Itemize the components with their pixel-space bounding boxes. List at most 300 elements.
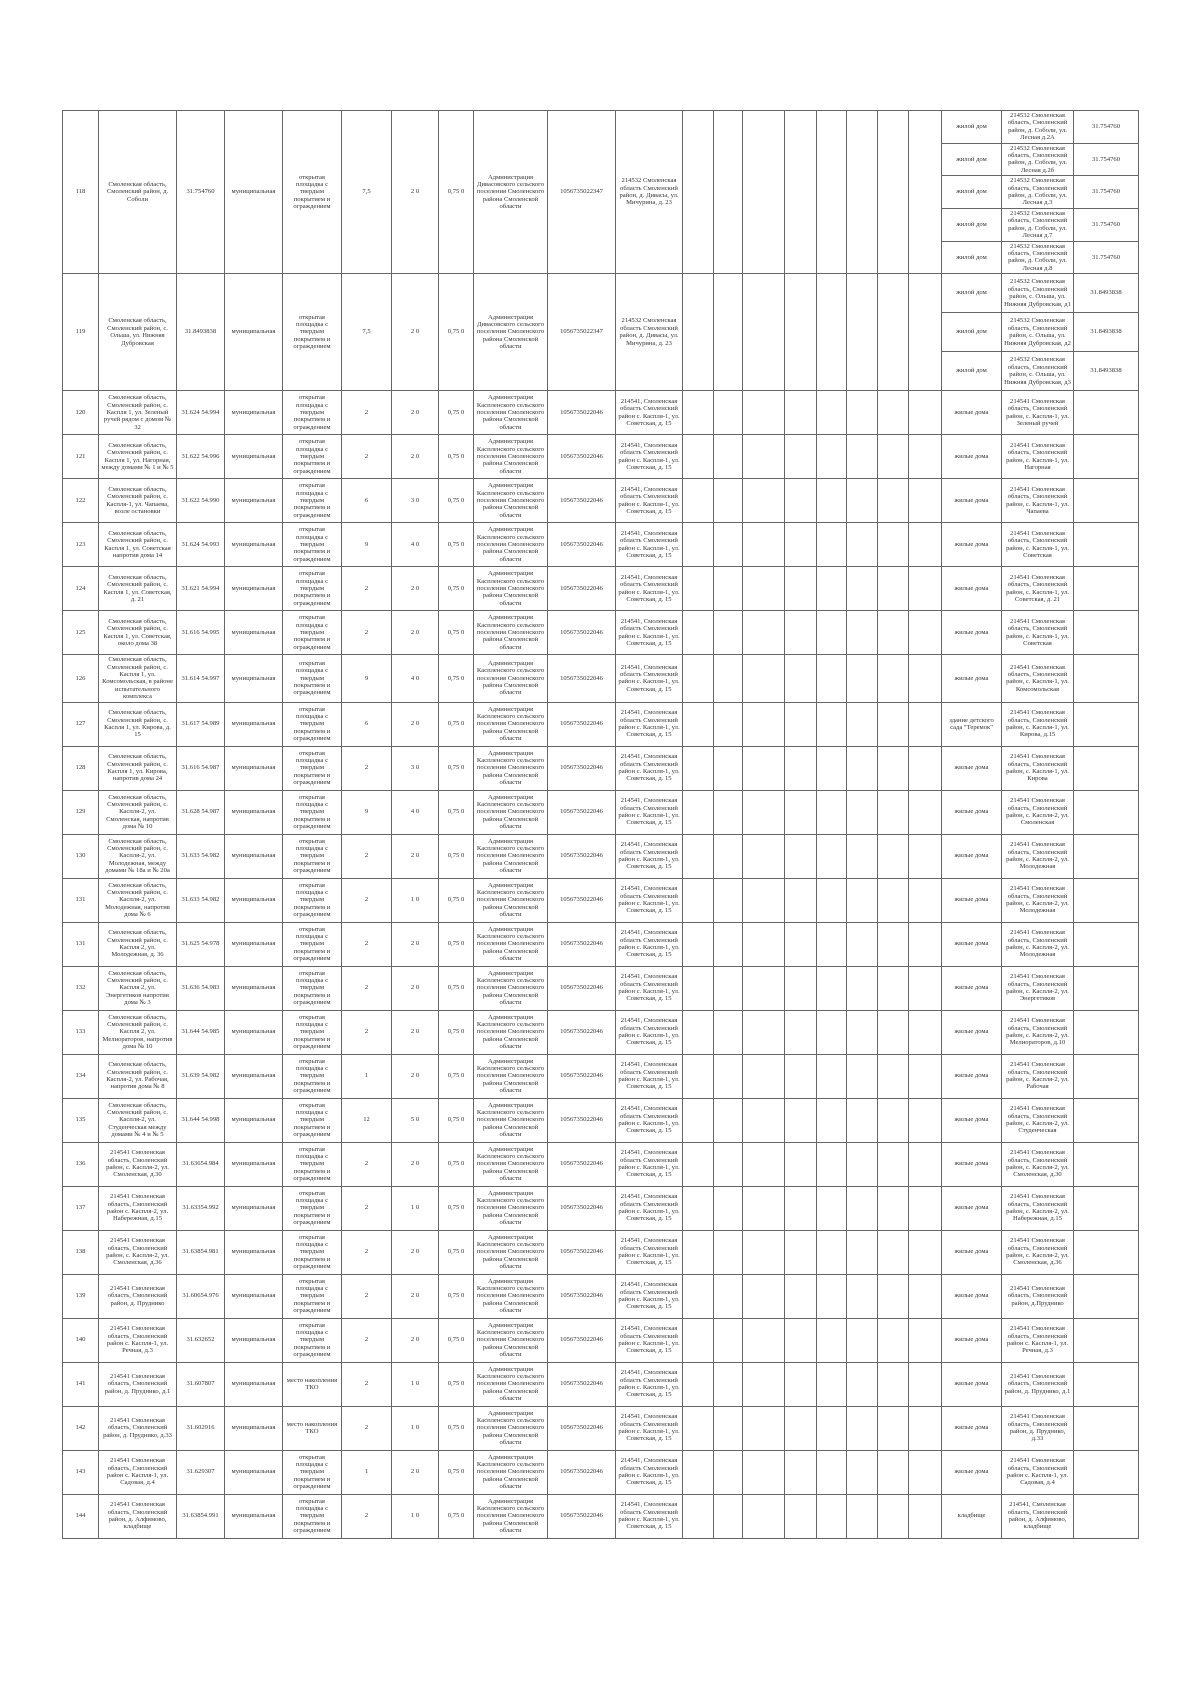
owner-ogrn: 1056735022046 <box>548 1098 616 1142</box>
ownership-type: муниципальная <box>225 611 283 655</box>
source-address: 214532 Смоленская область, Смоленский район, д. Соболи, ул. Лесная д.8 <box>1002 241 1074 274</box>
source-address: 214541 Смоленская область, Смоленский район, с. Каспля-2, ул. Молодежная <box>1002 834 1074 878</box>
site-coordinates: 31.628 54.987 <box>177 790 225 834</box>
table-row <box>63 1274 1139 1318</box>
ownership-type: муниципальная <box>225 567 283 611</box>
source-coordinate <box>1074 1274 1139 1318</box>
source-address: 214532 Смоленская область, Смоленский район, д. Соболи, ул. Лесная д.7 <box>1002 208 1074 241</box>
source-coordinate <box>1074 966 1139 1010</box>
ownership-type: муниципальная <box>225 1494 283 1538</box>
empty-cell <box>714 1362 743 1406</box>
empty-cell <box>817 611 847 655</box>
owner-name: Администрация Каспленского сельского поселения Смоленского района Смоленской области <box>474 1010 548 1054</box>
empty-cell <box>817 1450 847 1494</box>
source-type: жилые дома <box>942 790 1002 834</box>
owner-ogrn: 1056735022046 <box>548 1318 616 1362</box>
source-type: жилой дом <box>942 352 1002 391</box>
empty-cell <box>785 391 817 435</box>
source-type: жилой дом <box>942 241 1002 274</box>
empty-cell <box>743 1450 785 1494</box>
source-coordinate: 31.754760 <box>1074 143 1139 176</box>
site-area: 2 <box>342 922 392 966</box>
empty-cell <box>714 1494 743 1538</box>
site-type: открытая площадка с твердым покрытием и ограждением <box>283 1318 342 1362</box>
container-count: 3 0 <box>392 746 439 790</box>
site-type: открытая площадка с твердым покрытием и ограждением <box>283 966 342 1010</box>
site-address: Смоленская область, Смоленский район, с. Ольша, ул. Нижняя Дубровская <box>99 274 177 391</box>
source-coordinate <box>1074 746 1139 790</box>
empty-cell <box>817 655 847 702</box>
source-type: жилые дома <box>942 611 1002 655</box>
container-count: 4 0 <box>392 790 439 834</box>
empty-cell <box>683 702 714 746</box>
owner-name: Администрация Каспленского сельского поселения Смоленского района Смоленской области <box>474 655 548 702</box>
empty-cell <box>847 1098 878 1142</box>
table-row <box>63 1098 1139 1142</box>
ownership-type: муниципальная <box>225 1010 283 1054</box>
empty-cell <box>683 567 714 611</box>
container-count: 2 0 <box>392 274 439 391</box>
source-address: 214541 Смоленская область, Смоленский район, с. Каспля-2, ул. Энергетиков <box>1002 966 1074 1010</box>
source-type: жилые дома <box>942 1362 1002 1406</box>
owner-address: 214541, Смоленская область Смоленский район с. Каспля-1, ул. Советская, д. 15 <box>616 1494 683 1538</box>
empty-cell <box>743 611 785 655</box>
empty-cell <box>817 479 847 523</box>
site-type: открытая площадка с твердым покрытием и ограждением <box>283 523 342 567</box>
empty-cell <box>847 1494 878 1538</box>
source-coordinate <box>1074 567 1139 611</box>
empty-cell <box>878 523 909 567</box>
container-count: 2 0 <box>392 1318 439 1362</box>
site-address: Смоленская область, Смоленский район, д. Соболи <box>99 111 177 274</box>
container-count: 2 0 <box>392 1450 439 1494</box>
source-type: жилой дом <box>942 208 1002 241</box>
row-number: 118 <box>63 111 99 274</box>
empty-cell <box>785 922 817 966</box>
empty-cell <box>714 702 743 746</box>
owner-address: 214541, Смоленская область Смоленский район с. Каспля-1, ул. Советская, д. 15 <box>616 966 683 1010</box>
source-address: 214541, Смоленская область, Смоленский район, д. Алфимово, кладбище <box>1002 1494 1074 1538</box>
empty-cell <box>785 655 817 702</box>
site-area: 2 <box>342 1362 392 1406</box>
container-volume: 0,75 0 <box>439 1230 474 1274</box>
owner-address: 214541, Смоленская область Смоленский район с. Каспля-1, ул. Советская, д. 15 <box>616 655 683 702</box>
empty-cell <box>817 1230 847 1274</box>
owner-name: Администрация Каспленского сельского поселения Смоленского района Смоленской области <box>474 702 548 746</box>
container-count: 5 0 <box>392 1098 439 1142</box>
owner-address: 214541, Смоленская область Смоленский район с. Каспля-1, ул. Советская, д. 15 <box>616 479 683 523</box>
site-type: открытая площадка с твердым покрытием и ограждением <box>283 790 342 834</box>
empty-cell <box>847 1362 878 1406</box>
empty-cell <box>683 1406 714 1450</box>
ownership-type: муниципальная <box>225 1362 283 1406</box>
empty-cell <box>714 111 743 274</box>
site-address: Смоленская область, Смоленский район, с. Каспля-2, ул. Смоленская, напротив дома № 10 <box>99 790 177 834</box>
container-volume: 0,75 0 <box>439 1142 474 1186</box>
owner-ogrn: 1056735022046 <box>548 1230 616 1274</box>
empty-cell <box>847 1054 878 1098</box>
table-row <box>63 611 1139 655</box>
ownership-type: муниципальная <box>225 435 283 479</box>
source-coordinate <box>1074 834 1139 878</box>
site-type: открытая площадка с твердым покрытием и ограждением <box>283 1230 342 1274</box>
empty-cell <box>683 1362 714 1406</box>
container-count: 2 0 <box>392 435 439 479</box>
site-address: Смоленская область, Смоленский район, с. Каспля 2, ул. Мелиораторов, напротив дома № 10 <box>99 1010 177 1054</box>
empty-cell <box>714 790 743 834</box>
site-coordinates: 31.622 54.990 <box>177 479 225 523</box>
empty-cell <box>714 1274 743 1318</box>
empty-cell <box>878 1142 909 1186</box>
empty-cell <box>785 702 817 746</box>
source-type: жилой дом <box>942 111 1002 144</box>
site-coordinates: 31.754760 <box>177 111 225 274</box>
empty-cell <box>909 655 942 702</box>
site-address: Смоленская область, Смоленский район, с. Каспля 1, ул. Комсомольская, в районе испытательного комплекса <box>99 655 177 702</box>
empty-cell <box>878 1406 909 1450</box>
row-number: 139 <box>63 1274 99 1318</box>
site-address: Смоленская область, Смоленский район, с. Каспля 1, ул. Зеленый ручей рядом с домом № 32 <box>99 391 177 435</box>
owner-ogrn: 1056735022046 <box>548 746 616 790</box>
empty-cell <box>714 435 743 479</box>
container-volume: 0,75 0 <box>439 611 474 655</box>
owner-name: Администрация Каспленского сельского поселения Смоленского района Смоленской области <box>474 746 548 790</box>
site-address: Смоленская область, Смоленский район, с. Каспля-2, ул. Студенческая между домами № 4 и № 5 <box>99 1098 177 1142</box>
empty-cell <box>785 479 817 523</box>
empty-cell <box>785 1054 817 1098</box>
site-type: открытая площадка с твердым покрытием и ограждением <box>283 878 342 922</box>
table-row <box>63 1318 1139 1362</box>
empty-cell <box>847 1010 878 1054</box>
table-row <box>63 111 1139 144</box>
site-coordinates: 31.644 54.998 <box>177 1098 225 1142</box>
site-coordinates: 31.629307 <box>177 1450 225 1494</box>
empty-cell <box>847 111 878 274</box>
empty-cell <box>909 746 942 790</box>
source-address: 214541 Смоленская область, Смоленский район, с. Каспля-1, ул. Советская <box>1002 523 1074 567</box>
empty-cell <box>878 655 909 702</box>
source-coordinate <box>1074 1186 1139 1230</box>
site-coordinates: 31.636 54.983 <box>177 966 225 1010</box>
owner-ogrn: 1056735022046 <box>548 567 616 611</box>
empty-cell <box>878 1230 909 1274</box>
owner-address: 214532 Смоленская область Смоленский район, д. Дивасы, ул. Мичурина, д. 23 <box>616 274 683 391</box>
owner-name: Администрация Каспленского сельского поселения Смоленского района Смоленской области <box>474 1142 548 1186</box>
ownership-type: муниципальная <box>225 655 283 702</box>
container-count: 2 0 <box>392 1010 439 1054</box>
source-address: 214541 Смоленская область, Смоленский район, с. Каспля-2, ул. Набережная, д.15 <box>1002 1186 1074 1230</box>
empty-cell <box>785 1494 817 1538</box>
empty-cell <box>743 922 785 966</box>
owner-ogrn: 1056735022046 <box>548 611 616 655</box>
source-type: кладбище <box>942 1494 1002 1538</box>
row-number: 126 <box>63 655 99 702</box>
source-address: 214541 Смоленская область, Смоленский район, с. Каспля-1, ул. Нагорная <box>1002 435 1074 479</box>
container-count: 2 0 <box>392 1274 439 1318</box>
container-volume: 0,75 0 <box>439 1186 474 1230</box>
empty-cell <box>878 834 909 878</box>
owner-ogrn: 1056735022046 <box>548 834 616 878</box>
empty-cell <box>878 479 909 523</box>
container-volume: 0,75 0 <box>439 834 474 878</box>
empty-cell <box>817 523 847 567</box>
empty-cell <box>909 966 942 1010</box>
owner-address: 214532 Смоленская область Смоленский район, д. Дивасы, ул. Мичурина, д. 23 <box>616 111 683 274</box>
empty-cell <box>817 1142 847 1186</box>
owner-address: 214541, Смоленская область Смоленский район с. Каспля-1, ул. Советская, д. 15 <box>616 1142 683 1186</box>
empty-cell <box>847 435 878 479</box>
source-type: жилые дома <box>942 1406 1002 1450</box>
source-type: жилые дома <box>942 1010 1002 1054</box>
empty-cell <box>909 111 942 274</box>
owner-ogrn: 1056735022046 <box>548 1450 616 1494</box>
site-area: 12 <box>342 1098 392 1142</box>
row-number: 131 <box>63 922 99 966</box>
ownership-type: муниципальная <box>225 1142 283 1186</box>
empty-cell <box>785 1186 817 1230</box>
empty-cell <box>847 878 878 922</box>
empty-cell <box>878 1494 909 1538</box>
source-coordinate: 31.754760 <box>1074 208 1139 241</box>
site-type: открытая площадка с твердым покрытием и ограждением <box>283 435 342 479</box>
source-address: 214532 Смоленская область, Смоленский район, д. Соболи, ул. Лесная д.3 <box>1002 176 1074 209</box>
empty-cell <box>817 1406 847 1450</box>
container-volume: 0,75 0 <box>439 1274 474 1318</box>
source-type: жилые дома <box>942 655 1002 702</box>
empty-cell <box>878 702 909 746</box>
empty-cell <box>714 1230 743 1274</box>
site-address: 214541 Смоленская область, Смоленский район с. Каспля-1, ул. Садовая, д.4 <box>99 1450 177 1494</box>
row-number: 122 <box>63 479 99 523</box>
source-type: жилой дом <box>942 176 1002 209</box>
empty-cell <box>817 391 847 435</box>
source-coordinate <box>1074 1098 1139 1142</box>
empty-cell <box>847 567 878 611</box>
site-coordinates: 31.63854.991 <box>177 1494 225 1538</box>
source-type: жилые дома <box>942 1230 1002 1274</box>
owner-ogrn: 1056735022046 <box>548 1362 616 1406</box>
container-volume: 0,75 0 <box>439 111 474 274</box>
source-coordinate <box>1074 1362 1139 1406</box>
empty-cell <box>817 567 847 611</box>
site-address: Смоленская область, Смоленский район, с. Каспля 1, ул. Советская, около дома 38 <box>99 611 177 655</box>
row-number: 128 <box>63 746 99 790</box>
source-address: 214532 Смоленская область, Смоленский район, д. Соболи, ул. Лесная д.2б <box>1002 143 1074 176</box>
empty-cell <box>909 1142 942 1186</box>
site-type: открытая площадка с твердым покрытием и ограждением <box>283 1274 342 1318</box>
site-address: 214541 Смоленская область, Смоленский район, с. Каспля-2, ул. Смоленская, д.30 <box>99 1142 177 1186</box>
container-count: 2 0 <box>392 1230 439 1274</box>
empty-cell <box>683 1318 714 1362</box>
owner-name: Администрация Каспленского сельского поселения Смоленского района Смоленской области <box>474 1362 548 1406</box>
site-coordinates: 31.63854.981 <box>177 1230 225 1274</box>
ownership-type: муниципальная <box>225 878 283 922</box>
row-number: 130 <box>63 834 99 878</box>
site-address: Смоленская область, Смоленский район, с. Каспля 2, ул. Энергетиков напротив дома № 3 <box>99 966 177 1010</box>
owner-address: 214541, Смоленская область Смоленский район с. Каспля-1, ул. Советская, д. 15 <box>616 1098 683 1142</box>
ownership-type: муниципальная <box>225 922 283 966</box>
site-coordinates: 31.616 54.995 <box>177 611 225 655</box>
site-coordinates: 31.639 54.982 <box>177 1054 225 1098</box>
site-type: открытая площадка с твердым покрытием и ограждением <box>283 922 342 966</box>
site-area: 2 <box>342 1274 392 1318</box>
site-type: открытая площадка с твердым покрытием и ограждением <box>283 1098 342 1142</box>
source-type: жилые дома <box>942 1318 1002 1362</box>
site-address: 214541 Смоленская область, Смоленский район с. Каспля-1, ул. Речная, д.3 <box>99 1318 177 1362</box>
empty-cell <box>817 1494 847 1538</box>
table-row <box>63 1362 1139 1406</box>
source-coordinate <box>1074 1406 1139 1450</box>
empty-cell <box>683 1142 714 1186</box>
source-address: 214541 Смоленская область, Смоленский район, с. Каспля-1, ул. Кирова, д.15 <box>1002 702 1074 746</box>
empty-cell <box>909 1010 942 1054</box>
source-address: 214541 Смоленская область, Смоленский район, с. Каспля-2, ул. Мелиораторов, д.10 <box>1002 1010 1074 1054</box>
owner-ogrn: 1056735022046 <box>548 1186 616 1230</box>
table-row <box>63 1186 1139 1230</box>
table-row <box>63 523 1139 567</box>
empty-cell <box>909 435 942 479</box>
empty-cell <box>714 1010 743 1054</box>
empty-cell <box>714 834 743 878</box>
empty-cell <box>683 1098 714 1142</box>
owner-ogrn: 1056735022046 <box>548 1406 616 1450</box>
container-volume: 0,75 0 <box>439 523 474 567</box>
empty-cell <box>847 746 878 790</box>
empty-cell <box>714 966 743 1010</box>
source-type: жилой дом <box>942 274 1002 313</box>
site-coordinates: 31.8493838 <box>177 274 225 391</box>
ownership-type: муниципальная <box>225 1230 283 1274</box>
owner-ogrn: 1056735022046 <box>548 702 616 746</box>
table-row <box>63 1450 1139 1494</box>
empty-cell <box>847 391 878 435</box>
row-number: 131 <box>63 878 99 922</box>
ownership-type: муниципальная <box>225 746 283 790</box>
empty-cell <box>785 878 817 922</box>
row-number: 120 <box>63 391 99 435</box>
empty-cell <box>683 878 714 922</box>
source-type: жилые дома <box>942 834 1002 878</box>
empty-cell <box>714 878 743 922</box>
empty-cell <box>743 1230 785 1274</box>
owner-address: 214541, Смоленская область Смоленский район с. Каспля-1, ул. Советская, д. 15 <box>616 702 683 746</box>
source-coordinate <box>1074 1450 1139 1494</box>
empty-cell <box>847 1142 878 1186</box>
empty-cell <box>878 922 909 966</box>
container-volume: 0,75 0 <box>439 1054 474 1098</box>
empty-cell <box>785 1098 817 1142</box>
owner-name: Администрация Дивасовского сельского поселения Смоленского района Смоленской области <box>474 111 548 274</box>
empty-cell <box>847 966 878 1010</box>
source-address: 214541 Смоленская область, Смоленский район, с. Каспля-2, ул. Рабочая <box>1002 1054 1074 1098</box>
empty-cell <box>683 435 714 479</box>
source-type: жилые дома <box>942 567 1002 611</box>
empty-cell <box>683 1450 714 1494</box>
site-address: 214541 Смоленская область, Смоленский район, д. Пруднико <box>99 1274 177 1318</box>
owner-name: Администрация Каспленского сельского поселения Смоленского района Смоленской области <box>474 1186 548 1230</box>
empty-cell <box>878 1318 909 1362</box>
empty-cell <box>683 1494 714 1538</box>
container-volume: 0,75 0 <box>439 435 474 479</box>
row-number: 121 <box>63 435 99 479</box>
ownership-type: муниципальная <box>225 1274 283 1318</box>
empty-cell <box>714 655 743 702</box>
empty-cell <box>878 1186 909 1230</box>
empty-cell <box>743 1142 785 1186</box>
owner-address: 214541, Смоленская область Смоленский район с. Каспля-1, ул. Советская, д. 15 <box>616 391 683 435</box>
owner-address: 214541, Смоленская область Смоленский район с. Каспля-1, ул. Советская, д. 15 <box>616 790 683 834</box>
empty-cell <box>683 111 714 274</box>
site-address: 214541 Смоленская область, Смоленский район, д. Пруднико, д.1 <box>99 1362 177 1406</box>
source-address: 214541 Смоленская область, Смоленский район, с. Каспля-1, ул. Комсомольская <box>1002 655 1074 702</box>
source-address: 214541 Смоленская область, Смоленский район, с. Каспля-2, ул. Смоленская <box>1002 790 1074 834</box>
source-coordinate <box>1074 790 1139 834</box>
owner-address: 214541, Смоленская область Смоленский район с. Каспля-1, ул. Советская, д. 15 <box>616 746 683 790</box>
owner-address: 214541, Смоленская область Смоленский район с. Каспля-1, ул. Советская, д. 15 <box>616 1274 683 1318</box>
site-area: 2 <box>342 1318 392 1362</box>
source-type: жилые дома <box>942 1142 1002 1186</box>
row-number: 132 <box>63 966 99 1010</box>
container-volume: 0,75 0 <box>439 790 474 834</box>
site-area: 7,5 <box>342 111 392 274</box>
site-area: 6 <box>342 479 392 523</box>
empty-cell <box>817 1318 847 1362</box>
empty-cell <box>714 1186 743 1230</box>
owner-address: 214541, Смоленская область Смоленский район с. Каспля-1, ул. Советская, д. 15 <box>616 1186 683 1230</box>
table-row <box>63 655 1139 702</box>
source-coordinate <box>1074 1010 1139 1054</box>
empty-cell <box>878 966 909 1010</box>
empty-cell <box>785 274 817 391</box>
site-coordinates: 31.614 54.997 <box>177 655 225 702</box>
site-area: 2 <box>342 1186 392 1230</box>
container-count: 1 0 <box>392 1494 439 1538</box>
site-area: 1 <box>342 1450 392 1494</box>
source-type: жилые дома <box>942 1450 1002 1494</box>
site-coordinates: 31.617 54.989 <box>177 702 225 746</box>
site-area: 2 <box>342 834 392 878</box>
empty-cell <box>743 435 785 479</box>
empty-cell <box>683 746 714 790</box>
site-type: открытая площадка с твердым покрытием и ограждением <box>283 1450 342 1494</box>
table-row <box>63 746 1139 790</box>
empty-cell <box>909 274 942 391</box>
table-row <box>63 922 1139 966</box>
source-coordinate: 31.8493838 <box>1074 352 1139 391</box>
row-number: 124 <box>63 567 99 611</box>
row-number: 119 <box>63 274 99 391</box>
source-address: 214541 Смоленская область, Смоленский район, с. Каспля-2, ул. Студенческая <box>1002 1098 1074 1142</box>
owner-ogrn: 1056735022046 <box>548 1274 616 1318</box>
empty-cell <box>785 834 817 878</box>
source-type: жилой дом <box>942 313 1002 352</box>
table-row <box>63 790 1139 834</box>
source-address: 214541 Смоленская область, Смоленский район, с. Каспля-1, ул. Советская, д. 21 <box>1002 567 1074 611</box>
empty-cell <box>817 1098 847 1142</box>
empty-cell <box>909 1494 942 1538</box>
site-coordinates: 31.602916 <box>177 1406 225 1450</box>
site-coordinates: 31.607807 <box>177 1362 225 1406</box>
empty-cell <box>785 1274 817 1318</box>
owner-address: 214541, Смоленская область Смоленский район с. Каспля-1, ул. Советская, д. 15 <box>616 611 683 655</box>
owner-name: Администрация Каспленского сельского поселения Смоленского района Смоленской области <box>474 966 548 1010</box>
owner-name: Администрация Каспленского сельского поселения Смоленского района Смоленской области <box>474 391 548 435</box>
row-number: 142 <box>63 1406 99 1450</box>
empty-cell <box>909 1362 942 1406</box>
site-type: открытая площадка с твердым покрытием и ограждением <box>283 1142 342 1186</box>
empty-cell <box>785 611 817 655</box>
source-coordinate <box>1074 611 1139 655</box>
